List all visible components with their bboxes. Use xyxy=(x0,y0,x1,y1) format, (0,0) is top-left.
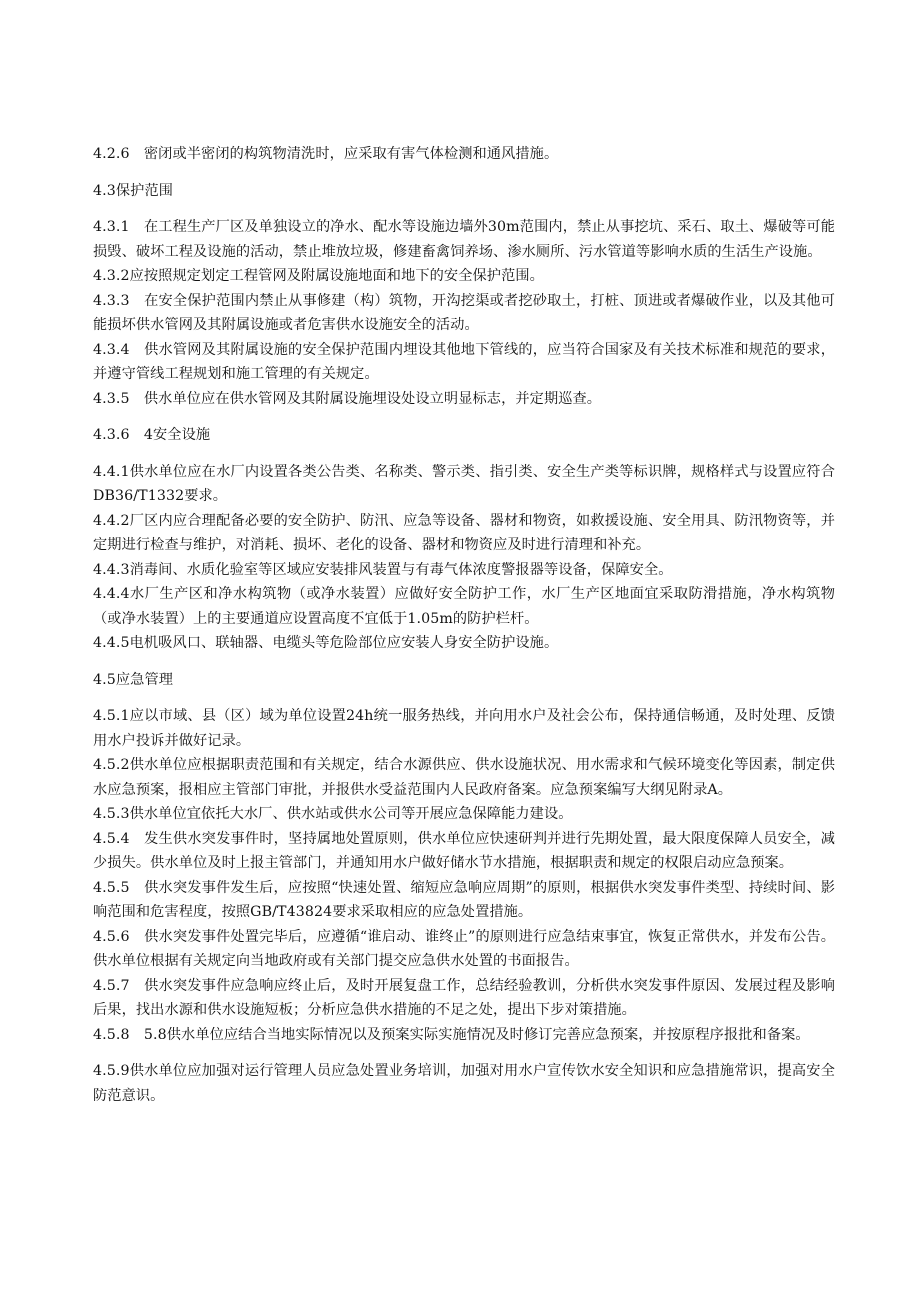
paragraph-4-5-6: 4.5.6 供水突发事件处置完毕后，应遵循“谁启动、谁终止”的原则进行应急结束事宜，恢复正常供水，并发布公告。供水单位根据有关规定向当地政府或有关部门提交应急供水处置的书面报告。 xyxy=(93,928,835,969)
paragraph-4-5-2: 4.5.2供水单位应根据职责范围和有关规定，结合水源供应、供水设施状况、用水需求和气候环境变化等因素，制定供水应急预案，报相应主管部门审批，并报供水受益范围内人民政府备案。应急预案编写大纲见附录A。 xyxy=(93,757,835,798)
paragraph-4-5-1: 4.5.1应以市域、县（区）域为单位设置24h统一服务热线，并向用水户及社会公布，保持通信畅通，及时处理、反馈用水户投诉并做好记录。 xyxy=(93,708,835,749)
paragraph-4-3-5: 4.3.5 供水单位应在供水管网及其附属设施埋设处设立明显标志，并定期巡查。 xyxy=(93,390,602,407)
paragraph-4-5-4: 4.5.4 发生供水突发事件时，坚持属地处置原则，供水单位应快速研判并进行先期处置，最大限度保障人员安全，减少损失。供水单位及时上报主管部门，并通知用水户做好储水节水措施，根据职责和规定的权限启动应急预案。 xyxy=(93,830,835,871)
paragraph-4-2-6: 4.2.6 密闭或半密闭的构筑物清洗时，应采取有害气体检测和通风措施。 xyxy=(93,146,559,162)
paragraph-4-4-5: 4.4.5电机吸风口、联轴器、电缆头等危险部位应安装人身安全防护设施。 xyxy=(93,635,559,651)
paragraph-4-5-3: 4.5.3供水单位宜依托大水厂、供水站或供水公司等开展应急保障能力建设。 xyxy=(93,806,573,822)
document-page xyxy=(93,142,835,1108)
paragraph-4-3-1: 4.3.1 在工程生产厂区及单独设立的净水、配水等设施边墙外30m范围内，禁止从事挖坑、采石、取土、爆破等可能损毁、破坏工程及设施的活动，禁止堆放垃圾，修建畜禽饲养场、渗水厕所、污水管道等影响水质的生活生产设施。 xyxy=(93,219,835,260)
paragraph-4-4-4: 4.4.4水厂生产区和净水构筑物（或净水装置）应做好安全防护工作，水厂生产区地面宜采取防滑措施，净水构筑物（或净水装置）上的主要通道应设置高度不宜低于1.05m的防护栏杆。 xyxy=(93,586,835,627)
paragraph-4-4-1: 4.4.1供水单位应在水厂内设置各类公告类、名称类、警示类、指引类、安全生产类等标识牌，规格样式与设置应符合DB36/T1332要求。 xyxy=(93,463,835,504)
section-heading-4-3: 4.3保护范围 xyxy=(93,182,174,199)
paragraph-4-5-8: 4.5.8 5.8供水单位应结合当地实际情况以及预案实际实施情况及时修订完善应急预案，并按原程序报批和备案。 xyxy=(93,1026,810,1043)
paragraph-4-4-3: 4.4.3消毒间、水质化验室等区域应安装排风装置与有毒气体浓度警报器等设备，保障安全。 xyxy=(93,561,673,578)
paragraph-4-5-7: 4.5.7 供水突发事件应急响应终止后，及时开展复盘工作，总结经验教训，分析供水突发事件原因、发展过程及影响后果，找出水源和供水设施短板；分析应急供水措施的不足之处，提出下步对策措施。 xyxy=(93,977,835,1018)
section-heading-4-5: 4.5应急管理 xyxy=(93,671,174,688)
paragraph-4-5-5: 4.5.5 供水突发事件发生后，应按照“快速处置、缩短应急响应周期”的原则，根据供水突发事件类型、持续时间、影响范围和危害程度，按照GB/T43824要求采取相应的应急处置措施。 xyxy=(93,879,835,920)
paragraph-4-4-2: 4.4.2厂区内应合理配备必要的安全防护、防汛、应急等设备、器材和物资，如救援设施、安全用具、防汛物资等，并定期进行检查与维护，对消耗、损坏、老化的设备、器材和物资应及时进行清理和补充。 xyxy=(93,512,835,553)
paragraph-4-5-9: 4.5.9供水单位应加强对运行管理人员应急处置业务培训，加强对用水户宣传饮水安全知识和应急措施常识，提高安全防范意识。 xyxy=(93,1063,835,1104)
paragraph-4-3-2: 4.3.2应按照规定划定工程管网及附属设施地面和地下的安全保护范围。 xyxy=(93,268,544,284)
paragraph-4-3-4: 4.3.4 供水管网及其附属设施的安全保护范围内埋设其他地下管线的，应当符合国家及有关技术标准和规范的要求，并遵守管线工程规划和施工管理的有关规定。 xyxy=(93,341,835,382)
paragraph-4-3-3: 4.3.3 在安全保护范围内禁止从事修建（构）筑物，开沟挖渠或者挖砂取土，打桩、顶进或者爆破作业，以及其他可能损坏供水管网及其附属设施或者危害供水设施安全的活动。 xyxy=(93,292,835,333)
section-heading-4-3-6: 4.3.6 4安全设施 xyxy=(93,427,211,443)
